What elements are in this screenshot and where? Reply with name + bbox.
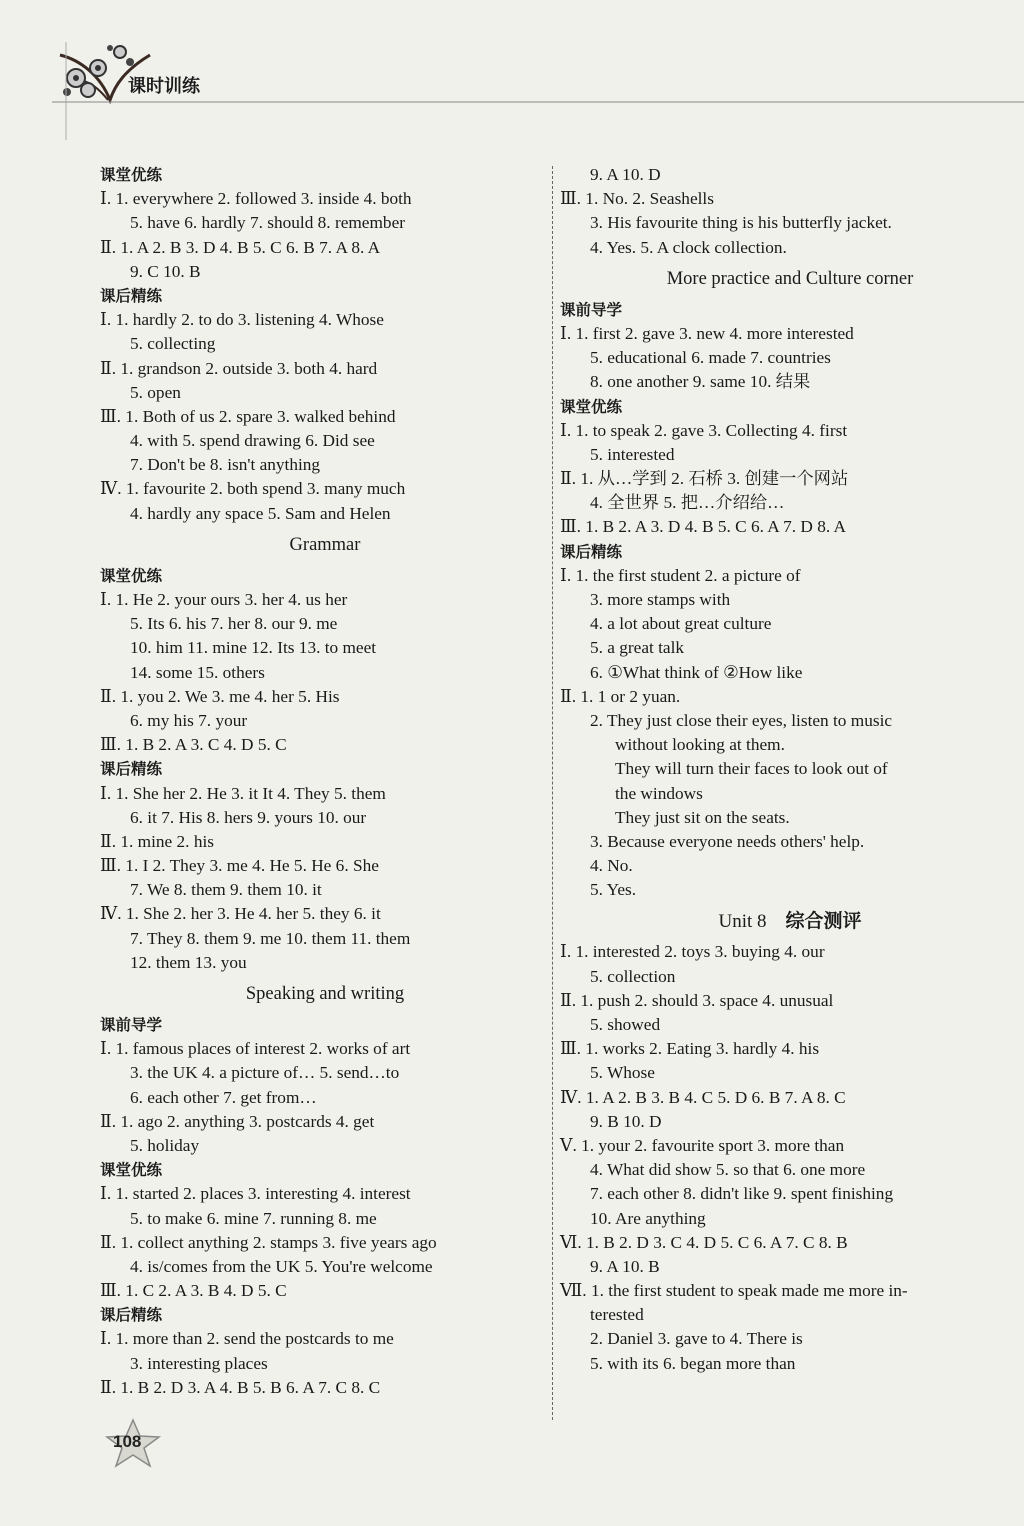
answer-line-continued: 10. Are anything <box>590 1208 706 1228</box>
answer-line-continued: 6. each other 7. get from… <box>130 1087 317 1107</box>
unit-title <box>560 902 1020 940</box>
answer-line-continued: 5. Yes. <box>590 880 637 900</box>
answer-line: Ⅱ. 1. 1 or 2 yuan. <box>560 686 681 706</box>
right-column <box>560 163 1020 1376</box>
answer-line: Ⅰ. 1. started 2. places 3. interesting 4. interest <box>100 1184 411 1204</box>
answer-line-continued: 5. collection <box>590 966 676 986</box>
answer-line-continued: 14. some 15. others <box>130 662 265 682</box>
answer-line: Ⅳ. 1. She 2. her 3. He 4. her 5. they 6. it <box>100 904 381 924</box>
answer-line: Ⅰ. 1. He 2. your ours 3. her 4. us her <box>100 590 348 609</box>
answer-line: Ⅰ. 1. to speak 2. gave 3. Collecting 4. first <box>560 420 848 440</box>
answer-line-continued: 5. have 6. hardly 7. should 8. remember <box>130 213 405 233</box>
answer-line-continued: 9. A 10. D <box>590 165 661 184</box>
answer-line-continued: the windows <box>615 783 703 803</box>
answer-line-continued: 5. open <box>130 382 181 402</box>
answer-line-continued: 9. A 10. B <box>590 1256 660 1276</box>
answer-line-continued: 4. hardly any space 5. Sam and Helen <box>130 503 391 523</box>
answer-line-continued: They will turn their faces to look out of <box>615 759 888 779</box>
answer-line-continued: 6. my his 7. your <box>130 710 248 730</box>
answer-line-continued: terested <box>590 1305 644 1325</box>
answer-line-continued: 7. Don't be 8. isn't anything <box>130 455 321 475</box>
unit-label: Unit 8 <box>718 911 767 933</box>
answer-line-continued: 3. Because everyone needs others' help. <box>590 831 865 851</box>
answer-line-continued: 7. each other 8. didn't like 9. spent finishing <box>590 1184 894 1204</box>
header-title: 课时训练 <box>128 76 200 97</box>
answer-line: Ⅶ. 1. the first student to speak made me more in- <box>560 1281 908 1301</box>
answer-line-continued: without looking at them. <box>615 735 785 755</box>
answer-line-continued: 5. educational 6. made 7. countries <box>590 348 831 368</box>
plum-blossom-branch-icon <box>0 0 1024 140</box>
answer-line-continued: 8. one another 9. same 10. 结果 <box>590 372 811 392</box>
answer-line: Ⅰ. 1. interested 2. toys 3. buying 4. our <box>560 942 825 962</box>
answer-line: Ⅲ. 1. B 2. A 3. D 4. B 5. C 6. A 7. D 8. A <box>560 517 847 537</box>
answer-line: Ⅱ. 1. grandson 2. outside 3. both 4. hard <box>100 358 378 378</box>
left-column <box>100 163 550 1400</box>
answer-line-continued: 7. They 8. them 9. me 10. them 11. them <box>130 928 411 948</box>
answer-line-continued: 3. His favourite thing is his butterfly jacket. <box>590 213 892 233</box>
answer-line: Ⅲ. 1. works 2. Eating 3. hardly 4. his <box>560 1039 820 1059</box>
answer-line-continued: 2. They just close their eyes, listen to music <box>590 710 893 730</box>
answer-line: Ⅴ. 1. your 2. favourite sport 3. more than <box>560 1135 845 1155</box>
answer-line-continued: 5. with its 6. began more than <box>590 1353 796 1373</box>
subsection-heading: 课前导学 <box>100 1016 163 1034</box>
answer-line-continued: 3. more stamps with <box>590 590 731 609</box>
answer-line: Ⅲ. 1. Both of us 2. spare 3. walked behind <box>100 406 396 426</box>
answer-line-continued: 6. ①What think of ②How like <box>590 662 803 682</box>
answer-line: Ⅰ. 1. more than 2. send the postcards to me <box>100 1329 394 1349</box>
column-divider <box>552 166 553 1420</box>
answer-line: Ⅰ. 1. the first student 2. a picture of <box>560 565 801 585</box>
answer-line: Ⅱ. 1. you 2. We 3. me 4. her 5. His <box>100 686 340 706</box>
subsection-heading: 课后精练 <box>100 1306 163 1325</box>
answer-line-continued: 4. No. <box>590 856 633 876</box>
answer-line: Ⅳ. 1. favourite 2. both spend 3. many much <box>100 479 406 499</box>
answer-line: Ⅲ. 1. I 2. They 3. me 4. He 5. He 6. She <box>100 856 379 876</box>
answer-line-continued: 5. Whose <box>590 1063 655 1083</box>
answer-line: Ⅰ. 1. hardly 2. to do 3. listening 4. Whose <box>100 310 384 330</box>
answer-line-continued: 4. 全世界 5. 把…介绍给… <box>590 493 785 513</box>
subsection-heading: 课堂优练 <box>560 397 623 416</box>
answer-line-continued: 5. to make 6. mine 7. running 8. me <box>130 1208 377 1228</box>
answer-line-continued: 4. with 5. spend drawing 6. Did see <box>130 431 375 451</box>
answer-line: Ⅳ. 1. A 2. B 3. B 4. C 5. D 6. B 7. A 8. C <box>560 1087 846 1107</box>
answer-line: Ⅰ. 1. everywhere 2. followed 3. inside 4. both <box>100 189 412 209</box>
answer-line: Ⅱ. 1. collect anything 2. stamps 3. five years ago <box>100 1232 437 1252</box>
answer-line: Ⅱ. 1. B 2. D 3. A 4. B 5. B 6. A 7. C 8. C <box>100 1377 381 1397</box>
answer-line: Ⅰ. 1. first 2. gave 3. new 4. more interested <box>560 323 854 343</box>
answer-line-continued: 9. C 10. B <box>130 261 201 281</box>
page-number: 108 <box>113 1432 142 1451</box>
answer-line-continued: 4. What did show 5. so that 6. one more <box>590 1160 866 1180</box>
answer-line: Ⅲ. 1. C 2. A 3. B 4. D 5. C <box>100 1281 287 1301</box>
subsection-heading: 课后精练 <box>560 542 623 561</box>
answer-line-continued: 3. the UK 4. a picture of… 5. send…to <box>130 1063 400 1083</box>
subsection-heading: 课堂优练 <box>100 166 163 184</box>
answer-line-continued: 9. B 10. D <box>590 1111 662 1131</box>
subsection-heading: 课前导学 <box>560 300 623 319</box>
answer-line-continued: 4. is/comes from the UK 5. You're welcome <box>130 1256 433 1276</box>
answer-line-continued: 7. We 8. them 9. them 10. it <box>130 880 322 900</box>
answer-line: Ⅱ. 1. push 2. should 3. space 4. unusual <box>560 990 834 1010</box>
answer-line-continued: 5. holiday <box>130 1135 200 1155</box>
section-title: Grammar <box>289 534 361 555</box>
answer-line-continued: 4. Yes. 5. A clock collection. <box>590 237 787 257</box>
answer-line: Ⅱ. 1. ago 2. anything 3. postcards 4. get <box>100 1111 375 1131</box>
unit-subtitle: 综合测评 <box>785 910 862 933</box>
answer-line-continued: 5. interested <box>590 444 675 464</box>
subsection-heading: 课堂优练 <box>100 1161 163 1180</box>
answer-line-continued: 12. them 13. you <box>130 952 247 972</box>
section-title: More practice and Culture corner <box>666 268 914 289</box>
page-number-badge <box>103 1418 163 1468</box>
page-header <box>0 0 1024 140</box>
answer-line-continued: 5. collecting <box>130 334 216 354</box>
section-title: Speaking and writing <box>245 984 405 1004</box>
answer-line: Ⅱ. 1. 从…学到 2. 石桥 3. 创建一个网站 <box>560 469 849 489</box>
answer-line-continued: 5. showed <box>590 1015 661 1034</box>
answer-line: Ⅱ. 1. mine 2. his <box>100 831 214 851</box>
subsection-heading: 课堂优练 <box>100 566 163 585</box>
answer-line-continued: 6. it 7. His 8. hers 9. yours 10. our <box>130 807 367 827</box>
answer-line: Ⅵ. 1. B 2. D 3. C 4. D 5. C 6. A 7. C 8. B <box>560 1232 848 1252</box>
answer-line-continued: 2. Daniel 3. gave to 4. There is <box>590 1329 803 1349</box>
answer-line-continued: 10. him 11. mine 12. Its 13. to meet <box>130 638 377 658</box>
answer-line-continued: 5. a great talk <box>590 638 685 658</box>
answer-line-continued: They just sit on the seats. <box>615 807 790 827</box>
subsection-heading: 课后精练 <box>100 286 163 305</box>
answer-line-continued: 5. Its 6. his 7. her 8. our 9. me <box>130 614 338 634</box>
subsection-heading: 课后精练 <box>100 760 163 779</box>
answer-line: Ⅲ. 1. No. 2. Seashells <box>560 189 714 209</box>
answer-line: Ⅰ. 1. famous places of interest 2. works of art <box>100 1039 411 1059</box>
answer-line: Ⅰ. 1. She her 2. He 3. it It 4. They 5. them <box>100 783 386 803</box>
answer-line: Ⅱ. 1. A 2. B 3. D 4. B 5. C 6. B 7. A 8. A <box>100 237 381 257</box>
answer-line-continued: 3. interesting places <box>130 1353 268 1373</box>
answer-line-continued: 4. a lot about great culture <box>590 614 772 634</box>
answer-line: Ⅲ. 1. B 2. A 3. C 4. D 5. C <box>100 735 287 755</box>
